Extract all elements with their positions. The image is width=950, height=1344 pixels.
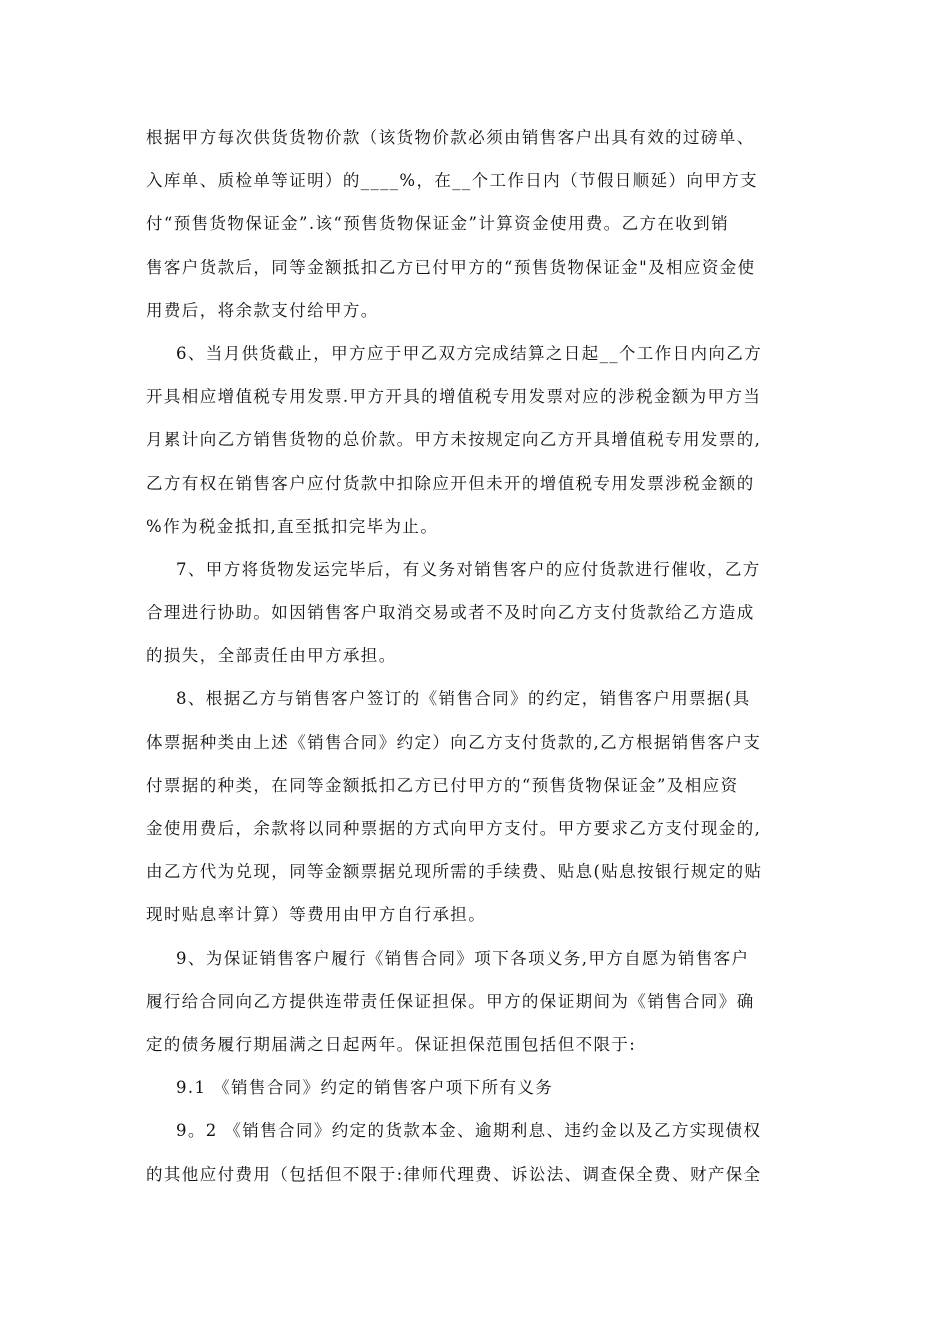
text-line: 用费后，将余款支付给甲方。 [146,300,379,320]
text-line: 的损失，全部责任由甲方承担。 [146,646,397,666]
text-line: 入库单、质检单等证明）的____%，在__个工作日内（节假日顺延）向甲方支 [146,171,758,191]
text-line: 开具相应增值税专用发票.甲方开具的增值税专用发票对应的涉税金额为甲方当 [146,387,762,407]
text-line: 7、甲方将货物发运完毕后，有义务对销售客户的应付货款进行催收，乙方 [176,559,761,579]
text-line: 定的债务履行期届满之日起两年。保证担保范围包括但不限于: [146,1034,637,1054]
text-line: 9.1 《销售合同》约定的销售客户项下所有义务 [176,1078,554,1098]
text-line: 售客户货款后，同等金额抵扣乙方已付甲方的“预售货物保证金"及相应资金使 [146,257,756,277]
text-line: 履行给合同向乙方提供连带责任保证担保。甲方的保证期间为《销售合同》确 [146,991,755,1011]
text-line: 现时贴息率计算）等费用由甲方自行承担。 [146,905,487,925]
text-line: 合理进行协助。如因销售客户取消交易或者不及时向乙方支付货款给乙方造成 [146,603,755,623]
text-line: 由乙方代为兑现，同等金额票据兑现所需的手续费、贴息(贴息按银行规定的贴 [146,862,763,882]
text-line: 6、当月供货截止，甲方应于甲乙双方完成结算之日起__个工作日内向乙方 [176,343,763,363]
text-line: 付“预售货物保证金”.该“预售货物保证金”计算资金使用费。乙方在收到销 [146,214,729,234]
text-line: 体票据种类由上述《销售合同》约定）向乙方支付货款的,乙方根据销售客户支 [146,732,762,752]
text-line: 8、根据乙方与销售客户签订的《销售合同》的约定，销售客户用票据(具 [176,689,751,709]
text-line: 9。2 《销售合同》约定的货款本金、逾期利息、违约金以及乙方实现债权 [176,1121,762,1141]
text-line: 金使用费后，余款将以同种票据的方式向甲方支付。甲方要求乙方支付现金的, [146,819,762,838]
text-line: 月累计向乙方销售货物的总价款。甲方未按规定向乙方开具增值税专用发票的, [146,430,762,450]
contract-text-body [146,123,808,1203]
text-line: 的其他应付费用（包括但不限于:律师代理费、诉讼法、调查保全费、财产保全 [146,1164,762,1184]
text-line: %作为税金抵扣,直至抵扣完毕为止。 [146,516,439,536]
text-line: 乙方有权在销售客户应付货款中扣除应开但未开的增值税专用发票涉税金额的 [146,473,755,493]
text-line: 付票据的种类，在同等金额抵扣乙方已付甲方的“预售货物保证金”及相应资 [146,775,739,795]
text-line: 根据甲方每次供货货物价款（该货物价款必须由销售客户出具有效的过磅单、 [146,128,755,147]
text-line: 9、为保证销售客户履行《销售合同》项下各项义务,甲方自愿为销售客户 [176,948,750,968]
